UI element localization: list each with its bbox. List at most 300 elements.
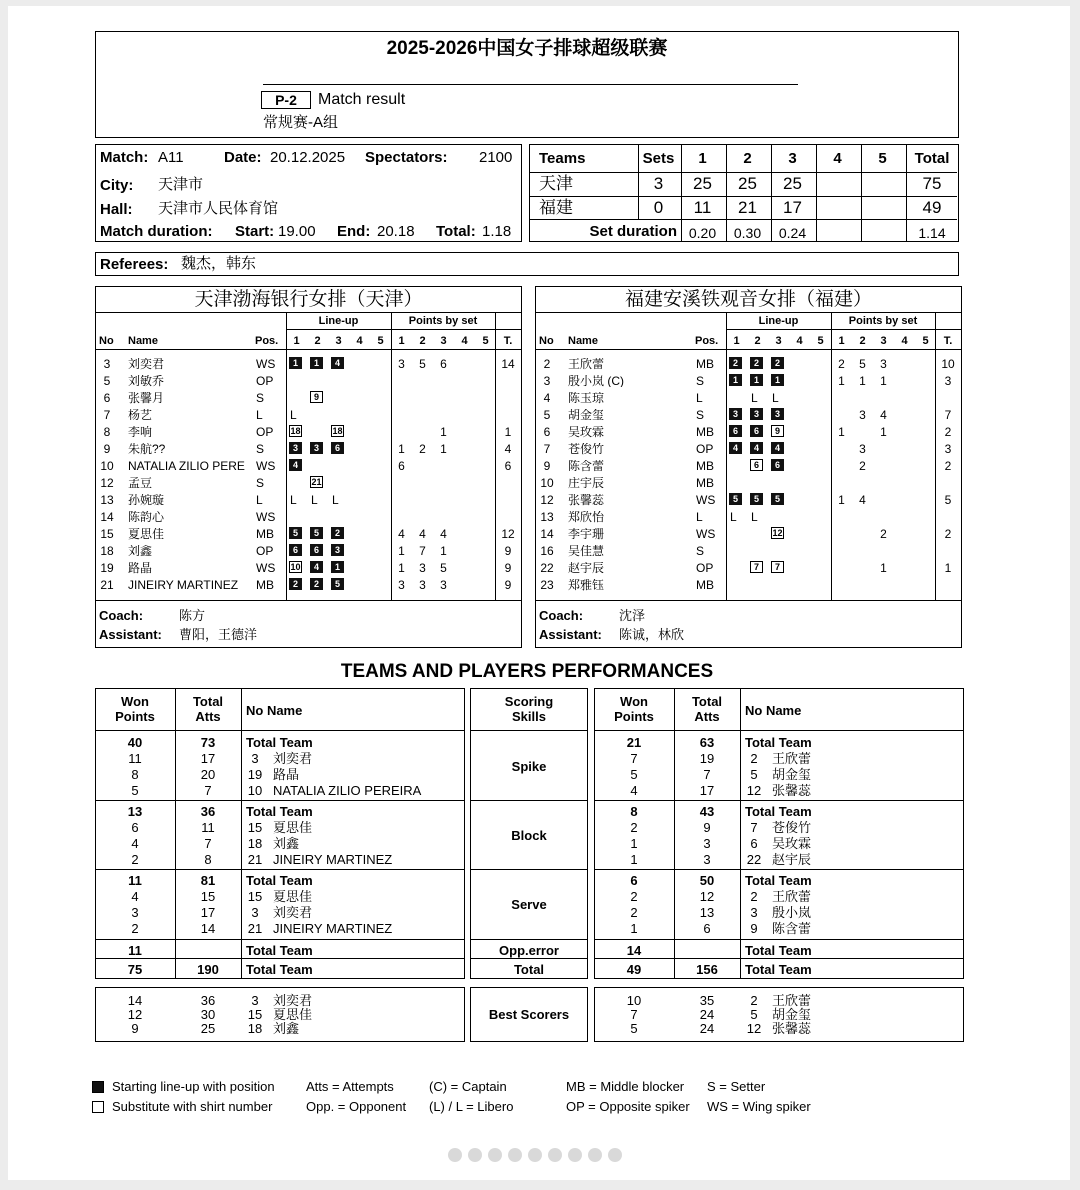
player-no: 12: [540, 493, 554, 507]
score-head-s1: 1: [698, 150, 707, 167]
attempts-value: 50: [699, 873, 715, 888]
player-no: 3: [543, 374, 551, 388]
score-head-s4: 4: [833, 150, 842, 167]
total-value: 1.18: [482, 223, 512, 240]
divider: [470, 939, 588, 940]
won-points-value: 21: [626, 735, 642, 750]
page-dot[interactable]: [468, 1148, 482, 1162]
referees-names: 魏杰，韩东: [181, 255, 257, 272]
set-col-header: 2: [419, 335, 426, 347]
player-no: 14: [100, 510, 114, 524]
starting-position-box: 5: [289, 527, 302, 539]
attempts-value: 63: [699, 735, 715, 750]
attempts-value: 36: [200, 804, 216, 819]
libero-mark: L: [730, 510, 737, 524]
player-total: 2: [944, 425, 952, 439]
substitute-number-box: 18: [332, 426, 343, 436]
player-name: NATALIA ZILIO PEREIRA: [273, 783, 422, 798]
points-by-set: 1: [398, 442, 405, 456]
points-header: Points: [614, 709, 654, 724]
start-label: Start:: [235, 223, 275, 240]
set-col-header: 1: [838, 335, 845, 347]
attempts-value: 14: [200, 921, 216, 936]
player-pos: WS: [256, 459, 276, 473]
points-by-set: 1: [880, 561, 887, 575]
won-points-value: 9: [131, 1021, 139, 1036]
player-pos: MB: [256, 527, 274, 541]
divider: [470, 800, 588, 801]
player-name: 夏思佳: [128, 528, 165, 540]
spectators-value: 2100: [479, 149, 513, 166]
player-total: 6: [504, 459, 512, 473]
shirt-no: 2: [750, 889, 758, 904]
divider: [594, 800, 964, 801]
starting-position-box: 5: [771, 493, 784, 505]
score-head-sets: Sets: [642, 150, 675, 167]
page-indicator: [448, 1148, 628, 1167]
player-pos: S: [696, 408, 705, 422]
divider: [95, 312, 522, 313]
starting-position-box: 6: [331, 442, 344, 454]
score-b-s3: 17: [783, 198, 802, 217]
header-divider: [594, 730, 964, 731]
legend-text: S = Setter: [707, 1079, 766, 1094]
points-by-set: 1: [440, 544, 447, 558]
attempts-value: 156: [696, 962, 718, 977]
page-dot[interactable]: [448, 1148, 462, 1162]
player-name: 陈玉琼: [568, 392, 605, 404]
player-total: 1: [504, 425, 512, 439]
attempts-value: 73: [200, 735, 216, 750]
points-by-set: 4: [419, 527, 426, 541]
assistant-label: Assistant:: [99, 627, 162, 642]
points-by-set: 1: [838, 425, 845, 439]
divider: [95, 800, 465, 801]
substitute-number-box: 21: [311, 477, 322, 487]
player-pos: OP: [696, 442, 714, 456]
player-name: 路晶: [128, 562, 153, 574]
performance-title: TEAMS AND PLAYERS PERFORMANCES: [340, 661, 714, 682]
starting-position-box: 3: [750, 408, 763, 420]
starting-position-box: 4: [331, 357, 344, 369]
starting-position-box: 2: [771, 357, 784, 369]
attempts-value: 7: [204, 783, 212, 798]
score-team-b: 福建: [539, 198, 573, 217]
divider: [95, 349, 522, 350]
divider: [535, 600, 962, 601]
player-name: 吴玫霖: [772, 836, 812, 851]
attempts-value: 19: [699, 751, 715, 766]
starting-position-box: 3: [331, 544, 344, 556]
points-by-set: 7: [419, 544, 426, 558]
player-name: 夏思佳: [273, 1007, 313, 1022]
score-b-s1: 11: [693, 198, 712, 217]
substitute-number-box: 9: [771, 425, 784, 437]
set-col-header: 1: [293, 335, 300, 347]
duration-label: Match duration:: [100, 223, 213, 240]
substitute-number-box: 12: [772, 528, 783, 538]
player-pos: S: [256, 391, 265, 405]
attempts-value: 25: [200, 1021, 216, 1036]
player-name: 苍俊竹: [772, 820, 812, 835]
player-no: 5: [543, 408, 551, 422]
player-name: 刘奕君: [128, 358, 165, 370]
points-by-set: 2: [419, 442, 426, 456]
header-divider: [470, 730, 588, 731]
page-dot[interactable]: [548, 1148, 562, 1162]
points-by-set: 3: [419, 561, 426, 575]
player-no: 2: [543, 357, 551, 371]
no-header: No: [539, 335, 554, 347]
legend-text: Starting line-up with position: [112, 1079, 275, 1094]
points-by-set: 1: [440, 425, 447, 439]
assistant-label: Assistant:: [539, 627, 602, 642]
coach-name: 陈方: [179, 608, 206, 623]
attempts-value: 17: [699, 783, 715, 798]
won-points-value: 12: [127, 1007, 143, 1022]
player-total: 5: [944, 493, 952, 507]
total-team-label: Total Team: [246, 873, 313, 888]
score-b-sets: 0: [653, 198, 664, 217]
player-total: 10: [941, 357, 955, 371]
header-divider: [95, 730, 465, 731]
player-no: 9: [103, 442, 111, 456]
end-value: 20.18: [377, 223, 415, 240]
won-points-value: 10: [626, 993, 642, 1008]
starting-position-box: 2: [331, 527, 344, 539]
points-by-set: 1: [838, 374, 845, 388]
points-by-set: 3: [859, 408, 866, 422]
set-duration-3: 0.24: [778, 225, 807, 241]
player-pos: L: [256, 493, 263, 507]
substitute-swatch: [92, 1101, 104, 1113]
hall-value: 天津市人民体育馆: [158, 200, 279, 217]
divider: [95, 958, 465, 959]
total-team-label: Total Team: [246, 735, 313, 750]
pos-header: Pos.: [255, 335, 279, 347]
attempts-value: 30: [200, 1007, 216, 1022]
skill-label: Total: [513, 962, 545, 977]
shirt-no: 3: [251, 751, 259, 766]
player-pos: OP: [256, 544, 274, 558]
attempts-value: 6: [703, 921, 711, 936]
libero-mark: L: [290, 408, 297, 422]
player-name: 胡金玺: [568, 409, 605, 421]
player-pos: MB: [696, 578, 714, 592]
player-pos: L: [256, 408, 263, 422]
divider: [740, 688, 741, 978]
won-points-value: 75: [127, 962, 143, 977]
no-name-header: No Name: [246, 703, 303, 718]
player-pos: MB: [256, 578, 274, 592]
won-header: Won: [620, 694, 648, 709]
legend-text: MB = Middle blocker: [566, 1079, 685, 1094]
score-a-s2: 25: [738, 174, 757, 193]
won-header: Won: [121, 694, 149, 709]
player-no: 19: [100, 561, 114, 575]
pos-header: Pos.: [695, 335, 719, 347]
shirt-no: 18: [247, 1021, 263, 1036]
player-pos: OP: [696, 561, 714, 575]
won-points-value: 4: [131, 889, 139, 904]
legend-text: Atts = Attempts: [306, 1079, 394, 1094]
set-col-header: 5: [922, 335, 929, 347]
player-no: 6: [543, 425, 551, 439]
legend-text: OP = Opposite spiker: [566, 1099, 690, 1114]
starting-position-box: 5: [331, 578, 344, 590]
set-duration-1: 0.20: [688, 225, 717, 241]
set-col-header: 4: [356, 335, 363, 347]
page-dot[interactable]: [608, 1148, 622, 1162]
points-by-set: 3: [880, 357, 887, 371]
divider: [594, 958, 964, 959]
assistant-name: 陈诚，林欣: [619, 627, 685, 642]
total-header: Total: [192, 694, 224, 709]
page-dot[interactable]: [508, 1148, 522, 1162]
divider: [726, 329, 962, 330]
player-name: 李宇珊: [568, 528, 605, 540]
won-points-value: 14: [626, 943, 642, 958]
hall-label: Hall:: [100, 201, 133, 218]
player-no: 6: [103, 391, 111, 405]
total-team-label: Total Team: [745, 962, 812, 977]
player-total: 2: [944, 459, 952, 473]
divider: [535, 312, 962, 313]
attempts-value: 36: [200, 993, 216, 1008]
player-name: 朱航??: [128, 443, 166, 455]
name-header: Name: [568, 335, 598, 347]
set-col-header: 5: [482, 335, 489, 347]
player-name: 张馨蕊: [772, 783, 812, 798]
libero-mark: L: [311, 493, 318, 507]
player-total: 9: [504, 578, 512, 592]
player-pos: L: [696, 391, 703, 405]
substitute-number-box: 7: [771, 561, 784, 573]
divider: [831, 312, 832, 600]
attempts-value: 24: [699, 1021, 715, 1036]
player-pos: WS: [256, 357, 276, 371]
starting-position-box: 6: [750, 425, 763, 437]
points-by-set: 1: [838, 493, 845, 507]
divider: [594, 869, 964, 870]
player-name: 杨艺: [128, 409, 153, 421]
starting-position-box: 1: [750, 374, 763, 386]
starting-position-box: 3: [729, 408, 742, 420]
player-pos: S: [256, 476, 265, 490]
player-total: 9: [504, 544, 512, 558]
set-col-header: 4: [796, 335, 803, 347]
won-points-value: 5: [131, 783, 139, 798]
player-name: 胡金玺: [772, 1007, 812, 1022]
shirt-no: 3: [251, 905, 259, 920]
score-a-total: 75: [922, 174, 942, 193]
page-dot[interactable]: [528, 1148, 542, 1162]
player-no: 23: [540, 578, 554, 592]
page-dot[interactable]: [588, 1148, 602, 1162]
player-name: 陈含蕾: [568, 460, 605, 472]
score-a-s1: 25: [693, 174, 712, 193]
page-dot[interactable]: [568, 1148, 582, 1162]
start-value: 19.00: [278, 223, 316, 240]
player-no: 14: [540, 527, 554, 541]
divider: [241, 688, 242, 978]
player-total: 14: [501, 357, 515, 371]
player-pos: S: [696, 544, 705, 558]
score-head-s3: 3: [788, 150, 797, 167]
total-team-label: Total Team: [246, 943, 313, 958]
starting-position-box: 5: [750, 493, 763, 505]
shirt-no: 6: [750, 836, 758, 851]
starting-position-box: 3: [310, 442, 323, 454]
no-header: No: [99, 335, 114, 347]
points-by-set: 3: [859, 442, 866, 456]
points-by-set: 1: [398, 544, 405, 558]
coach-label: Coach:: [99, 608, 144, 623]
starting-position-box: 1: [310, 357, 323, 369]
won-points-value: 1: [630, 852, 638, 867]
points-by-set: 5: [859, 357, 866, 371]
points-by-set: 2: [880, 527, 887, 541]
shirt-no: 15: [247, 1007, 263, 1022]
score-head-s2: 2: [743, 150, 752, 167]
set-col-header: 5: [817, 335, 824, 347]
starting-position-box: 4: [729, 442, 742, 454]
substitute-number-box: 6: [750, 459, 763, 471]
starting-position-box: 2: [750, 357, 763, 369]
player-no: 7: [543, 442, 551, 456]
points-by-set: 1: [880, 374, 887, 388]
starting-position-box: 3: [771, 408, 784, 420]
player-name: 殷小岚: [772, 905, 812, 920]
attempts-value: 15: [200, 889, 216, 904]
total-team-label: Total Team: [246, 804, 313, 819]
shirt-no: 12: [746, 1021, 762, 1036]
player-name: 张馨蕊: [568, 494, 605, 506]
substitute-number-box: 18: [290, 426, 301, 436]
set-duration-label: Set duration: [589, 223, 677, 240]
player-name: 吴玫霖: [568, 426, 605, 438]
won-points-value: 8: [131, 767, 139, 782]
player-pos: MB: [696, 357, 714, 371]
player-name: 陈韵心: [128, 511, 165, 523]
player-pos: MB: [696, 425, 714, 439]
player-name: 张馨蕊: [772, 1021, 812, 1036]
won-points-value: 6: [131, 820, 139, 835]
won-points-value: 8: [630, 804, 638, 819]
shirt-no: 21: [247, 852, 263, 867]
player-name: 赵宇辰: [772, 852, 812, 867]
set-col-header: 3: [440, 335, 447, 347]
referees-label: Referees:: [100, 256, 169, 273]
points-by-set: 1: [398, 561, 405, 575]
player-name: 王欣蕾: [568, 358, 605, 370]
legend-text: Substitute with shirt number: [112, 1099, 273, 1114]
set-duration-total: 1.14: [918, 225, 946, 241]
lineup-header: Line-up: [318, 315, 359, 327]
total-team-label: Total Team: [745, 943, 812, 958]
player-total: 4: [504, 442, 512, 456]
attempts-value: 17: [200, 751, 216, 766]
player-name: 刘奕君: [273, 905, 313, 920]
city-value: 天津市: [158, 176, 204, 193]
won-points-value: 2: [630, 905, 638, 920]
divider: [95, 869, 465, 870]
player-name: 刘奕君: [273, 751, 313, 766]
player-pos: S: [256, 442, 265, 456]
shirt-no: 12: [746, 783, 762, 798]
divider: [95, 600, 522, 601]
shirt-no: 3: [251, 993, 259, 1008]
player-no: 3: [103, 357, 111, 371]
won-points-value: 11: [128, 943, 142, 958]
points-by-set: 3: [398, 357, 405, 371]
date-value: 20.12.2025: [270, 149, 346, 166]
points-by-set: 2: [859, 459, 866, 473]
points-by-set: 4: [398, 527, 405, 541]
total-team-label: Total Team: [745, 735, 812, 750]
divider: [95, 939, 465, 940]
player-no: 16: [540, 544, 554, 558]
player-name: JINEIRY MARTINEZ: [273, 921, 393, 936]
shirt-no: 2: [750, 751, 758, 766]
shirt-no: 15: [247, 889, 263, 904]
shirt-no: 10: [247, 783, 263, 798]
end-label: End:: [337, 223, 371, 240]
won-points-value: 4: [630, 783, 638, 798]
legend-text: (C) = Captain: [429, 1079, 507, 1094]
player-no: 22: [540, 561, 554, 575]
player-name: 吴佳慧: [568, 545, 605, 557]
page-dot[interactable]: [488, 1148, 502, 1162]
won-points-value: 7: [630, 751, 638, 766]
starting-position-box: 4: [750, 442, 763, 454]
attempts-value: 9: [703, 820, 711, 835]
attempts-value: 3: [703, 852, 711, 867]
divider: [470, 869, 588, 870]
player-name: 孟豆: [128, 477, 153, 489]
player-name: 刘鑫: [128, 545, 153, 557]
player-no: 15: [100, 527, 114, 541]
starting-position-box: 6: [729, 425, 742, 437]
player-name: 郑雅钰: [568, 579, 605, 591]
won-points-value: 1: [630, 836, 638, 851]
attempts-value: 24: [699, 1007, 715, 1022]
points-by-set: 1: [440, 442, 447, 456]
player-total: 7: [944, 408, 952, 422]
points-header: Points by set: [848, 315, 918, 327]
starting-position-box: 6: [289, 544, 302, 556]
substitute-number-box: 7: [750, 561, 763, 573]
player-name: 路晶: [273, 767, 300, 782]
libero-mark: L: [751, 510, 758, 524]
stage-label: 常规赛-A组: [263, 114, 339, 131]
divider: [286, 312, 287, 600]
no-name-header: No Name: [745, 703, 802, 718]
attempts-value: 17: [200, 905, 216, 920]
divider: [935, 312, 936, 600]
starting-position-box: 5: [729, 493, 742, 505]
team-name: 福建安溪铁观音女排（福建）: [624, 289, 872, 310]
set-col-header: 5: [377, 335, 384, 347]
player-total: 2: [944, 527, 952, 541]
player-name: 夏思佳: [273, 889, 313, 904]
player-name: JINEIRY MARTINEZ: [273, 852, 393, 867]
player-pos: L: [696, 510, 703, 524]
score-a-s3: 25: [783, 174, 802, 193]
doc-code: P-2: [275, 92, 297, 108]
result-sheet: [8, 6, 1070, 1180]
player-name: JINEIRY MARTINEZ: [128, 579, 239, 591]
